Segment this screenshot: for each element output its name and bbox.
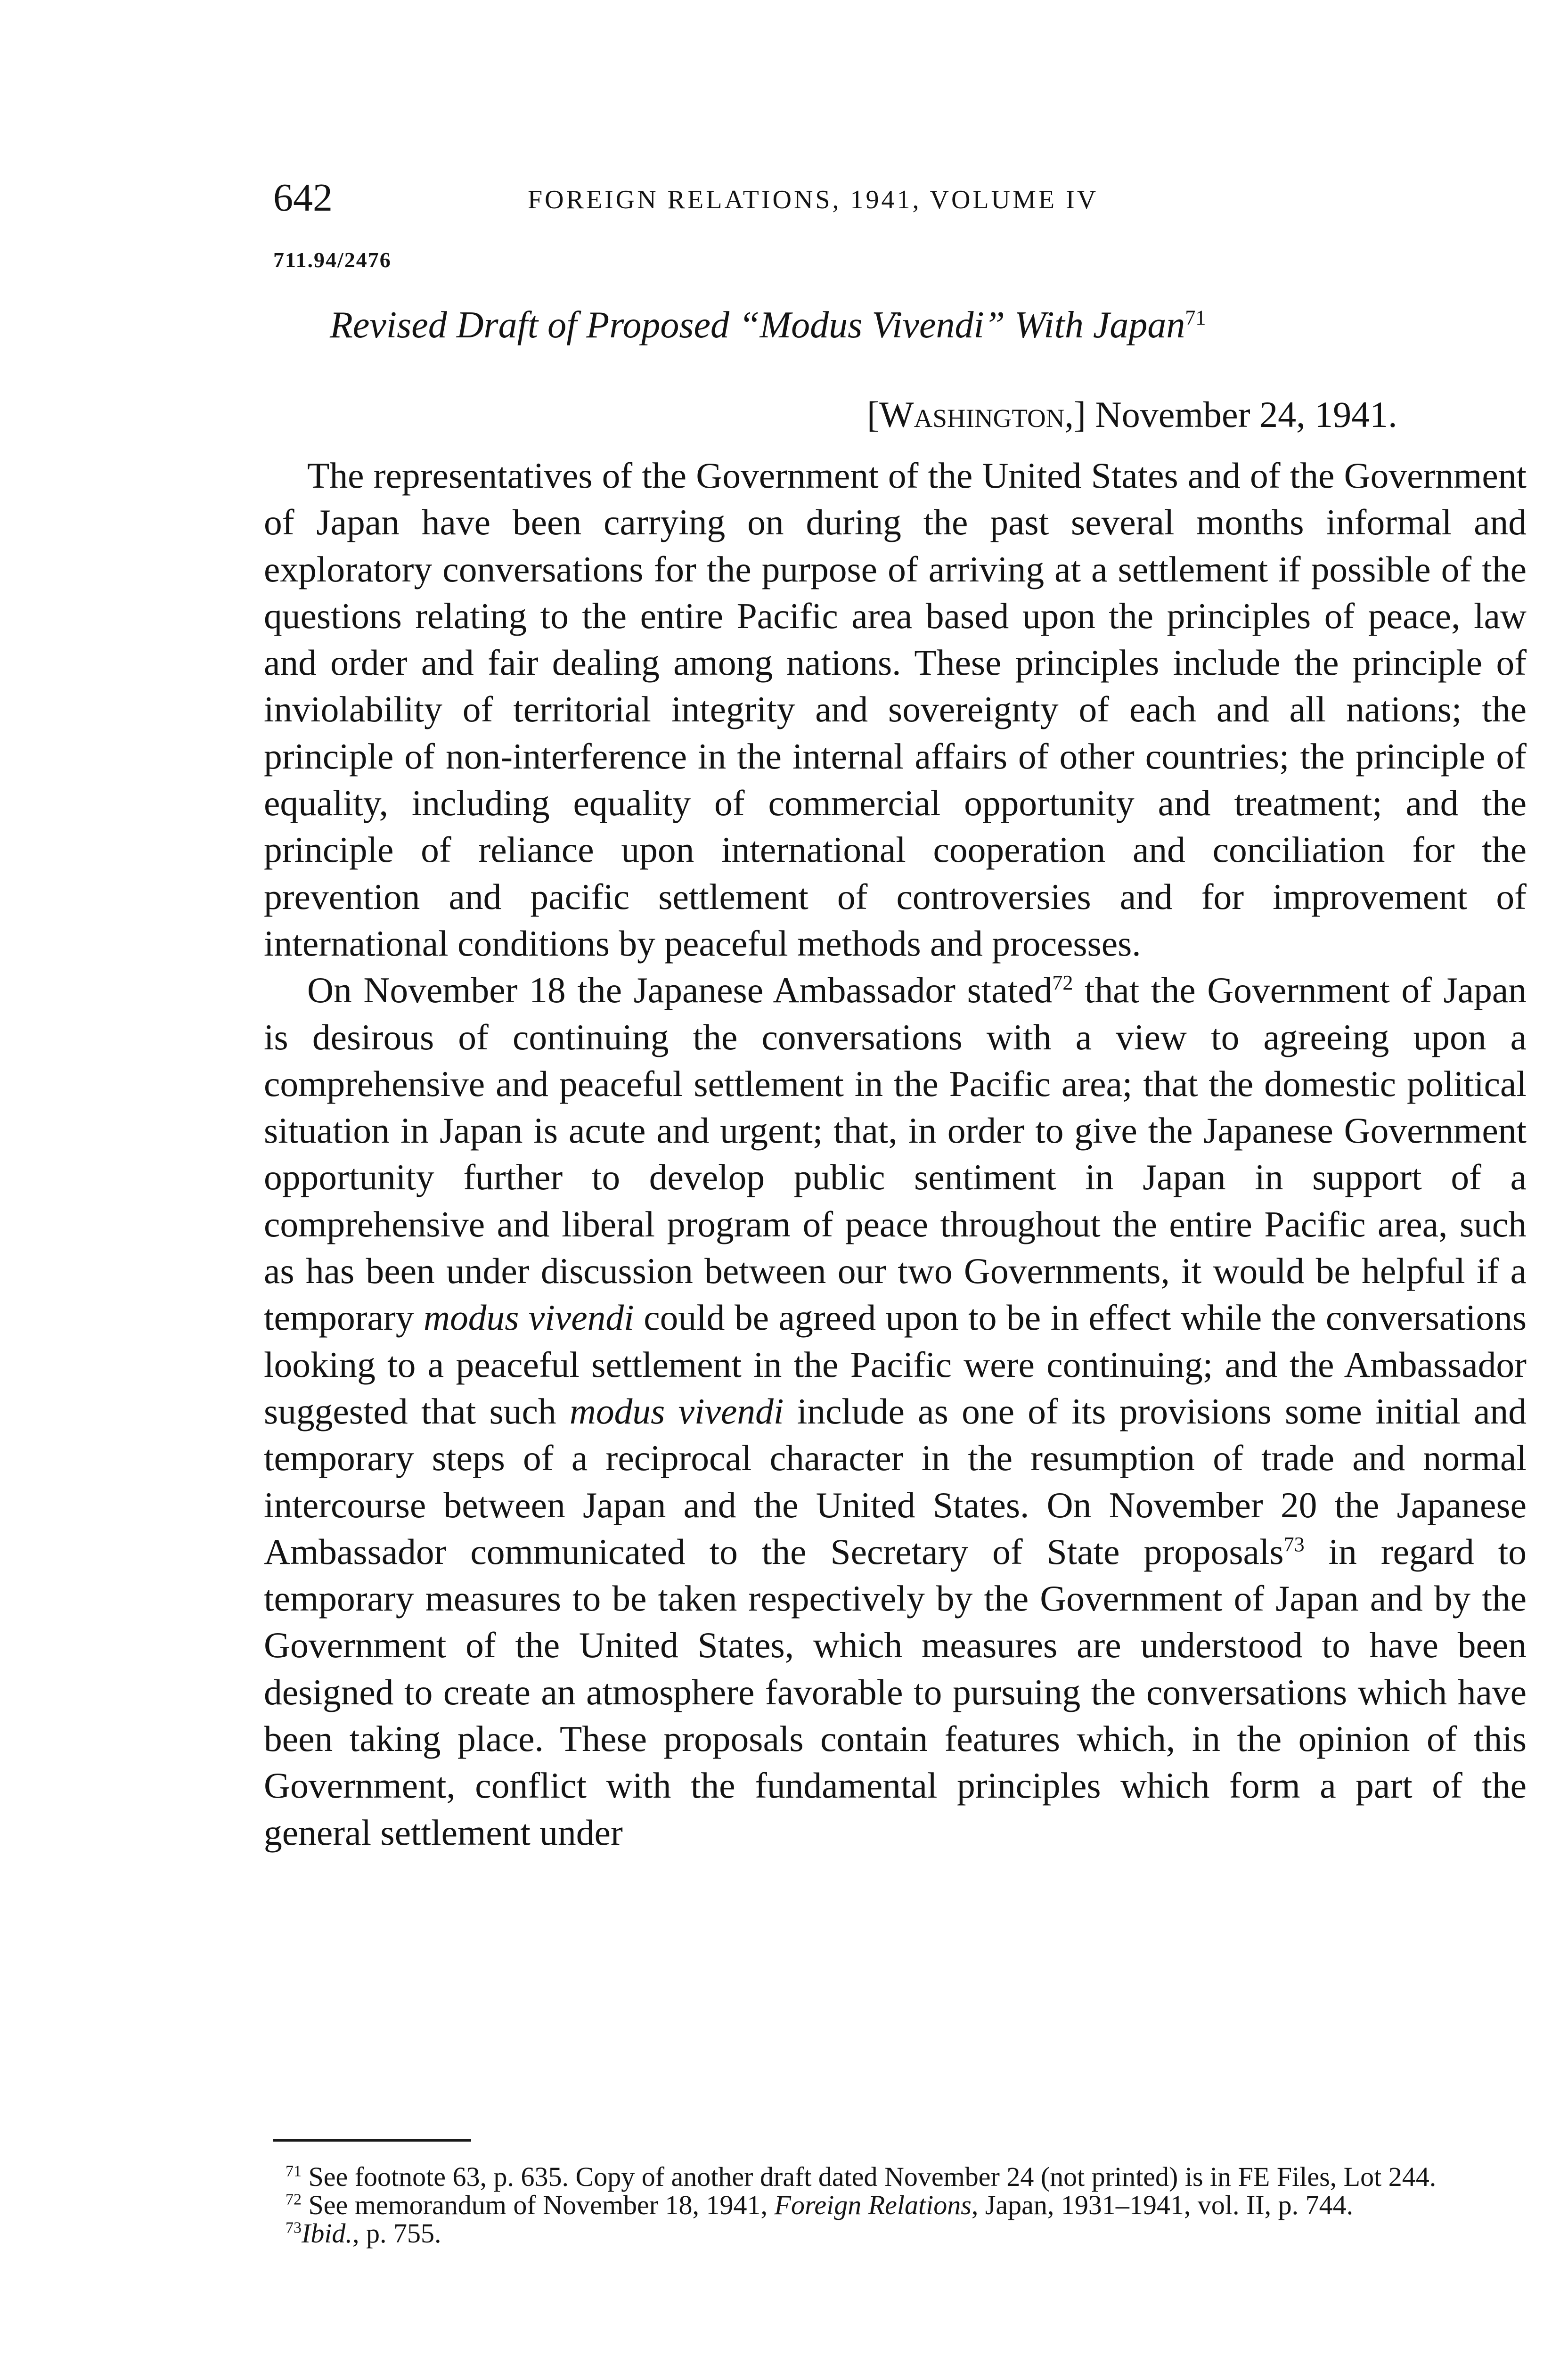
running-title: FOREIGN RELATIONS, 1941, VOLUME IV — [528, 185, 1099, 214]
p2-italic-2: modus vivendi — [569, 1391, 784, 1432]
footnote-72 — [264, 2191, 1527, 2219]
footnote-number-71: 71 — [286, 2162, 302, 2180]
footnote-71-text: See footnote 63, p. 635. Copy of another draft dated November 24 (not printed) is in FE Files, Lot 244. — [302, 2161, 1437, 2192]
footnote-ref-72[interactable]: 72 — [1052, 971, 1073, 995]
title-quoted: “Modus Vivendi” — [739, 304, 1005, 346]
p2-italic-1: modus vivendi — [424, 1297, 634, 1338]
footnotes — [264, 2163, 1527, 2248]
p2-text-2: that the Government of Japan is desirous of continuing the conversations with a view to agreeing upon a comprehensive and peaceful settlement in the Pacific area; that the domestic political situation in Japan is acute and urgent; that, in order to give the Japanese Government opportunity further to develop public sentiment in Japan in support of a comprehensive and liberal program of peace throughout the entire Pacific area, such as has been under discussion between our two Governments, it would be helpful if a temporary — [264, 970, 1527, 1338]
body-text — [264, 452, 1527, 1856]
title-suffix: With Japan — [1005, 304, 1185, 346]
footnote-number-72: 72 — [286, 2191, 302, 2209]
footnote-72-text-pre: See memorandum of November 18, 1941, — [302, 2190, 775, 2220]
dateline-bracket-close: ,] — [1064, 394, 1086, 435]
p2-text-4: include as one of its provisions some initial and temporary steps of a reciprocal character in the resumption of trade and normal intercourse between Japan and the United States. On November 20 the Japanese Ambassador communicated to the Secretary of State proposals — [264, 1391, 1527, 1572]
file-number: 711.94/2476 — [273, 248, 392, 272]
p2-text-5: in regard to temporary measures to be taken respectively by the Government of Japan and by the Government of the United States, which measures are understood to have been designed to create an atmosphere favorable to pursuing the conversations which have been taking place. These proposals contain features which, in the opinion of this Government, conflict with the fundamental principles which form a part of the general settlement under — [264, 1531, 1527, 1853]
footnote-ref-71[interactable]: 71 — [1185, 306, 1206, 329]
footnote-ref-73[interactable]: 73 — [1283, 1533, 1305, 1556]
title-prefix: Revised Draft of Proposed — [330, 304, 739, 346]
paragraph-2 — [264, 967, 1527, 1856]
footnote-rule — [273, 2139, 471, 2142]
footnote-73 — [264, 2219, 1527, 2248]
document-title — [330, 302, 1206, 349]
dateline-date: November 24, 1941. — [1086, 394, 1397, 435]
page-number: 642 — [273, 176, 333, 220]
dateline-bracket-open: [ — [867, 394, 879, 435]
dateline-place: Washington — [879, 394, 1065, 435]
running-header — [273, 174, 1527, 226]
dateline — [867, 391, 1397, 438]
p2-text-3: could be agreed upon to be in effect while the conversations looking to a peaceful settlement in the Pacific were continuing; and the Ambassador suggested that such — [264, 1297, 1527, 1432]
footnote-number-73: 73 — [286, 2219, 302, 2237]
footnote-71 — [264, 2163, 1527, 2191]
footnote-72-text-post: , Japan, 1931–1941, vol. II, p. 744. — [971, 2190, 1354, 2220]
footnote-73-text: , p. 755. — [352, 2218, 441, 2249]
footnote-73-italic: Ibid. — [302, 2218, 352, 2249]
paragraph-1: The representatives of the Government of the United States and of the Government of Japan have been carrying on during the past several months informal and exploratory conversations for the purpose of arriving at a settlement if possible of the questions relating to the entire Pacific area based upon the principles of peace, law and order and fair dealing among nations. These principles include the principle of inviolability of territorial integrity and sovereignty of each and all nations; the principle of non-interference in the internal affairs of other countries; the principle of equality, including equality of commercial opportunity and treatment; and the principle of reliance upon international cooperation and conciliation for the prevention and pacific settlement of controversies and for improvement of international conditions by peaceful methods and processes. — [264, 455, 1527, 964]
p2-text-1: On November 18 the Japanese Ambassador stated — [307, 970, 1053, 1011]
footnote-72-italic: Foreign Relations — [774, 2190, 972, 2220]
